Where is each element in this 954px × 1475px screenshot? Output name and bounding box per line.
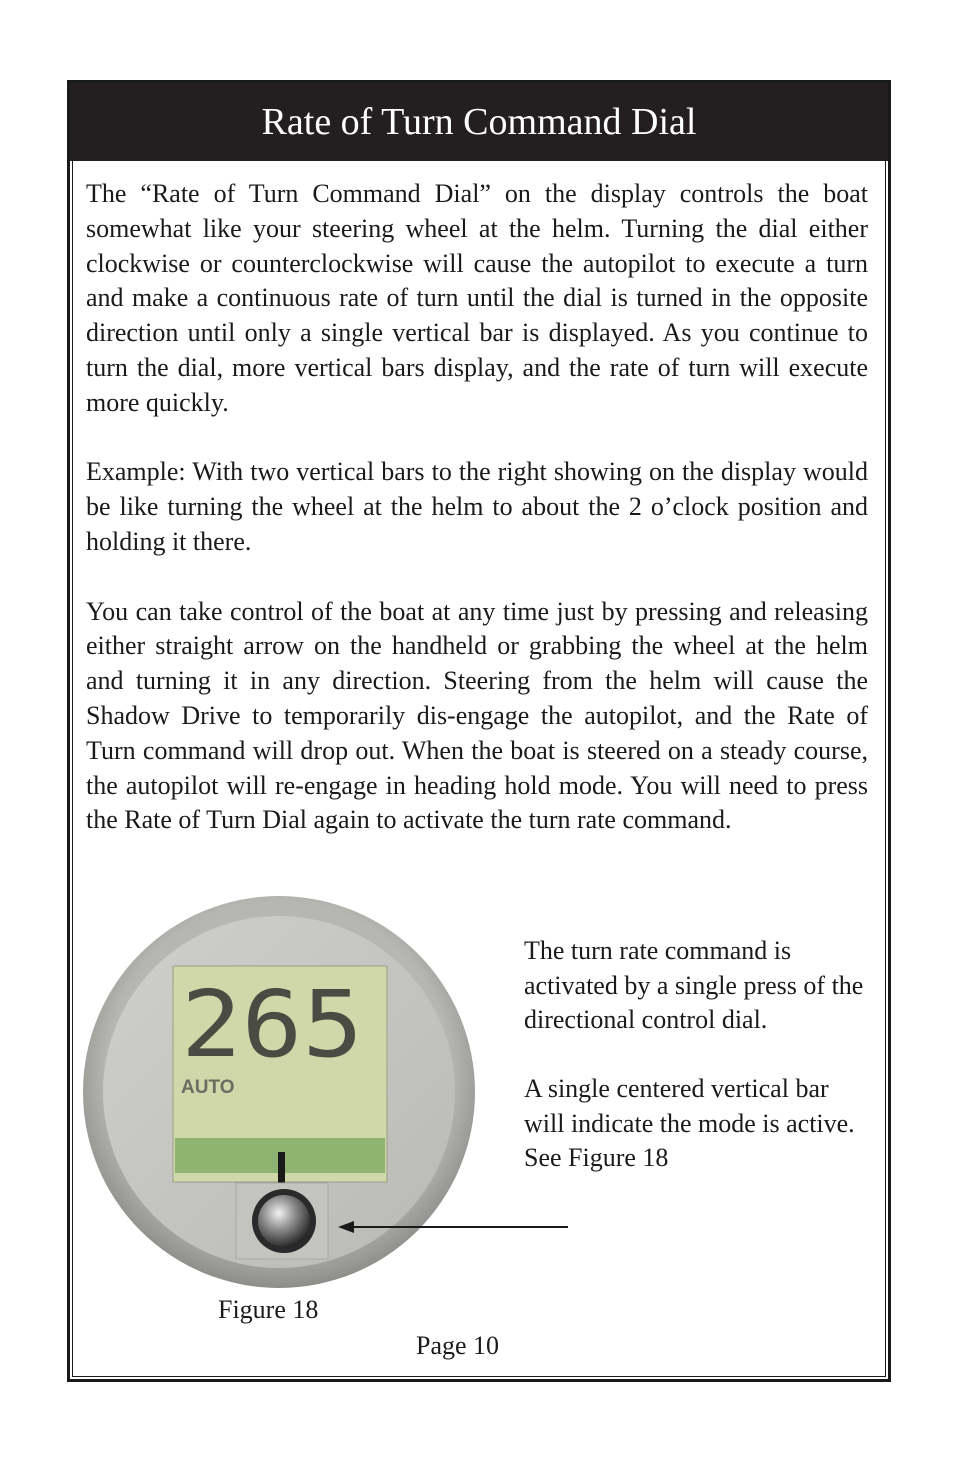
page-title: Rate of Turn Command Dial — [70, 83, 888, 161]
centered-vertical-bar — [278, 1152, 285, 1187]
body-text — [86, 177, 868, 873]
side-note-single-bar: A single centered vertical bar will indicate the mode is active. See Figure 18 — [524, 1074, 855, 1172]
rate-of-turn-dial-knob — [258, 1195, 310, 1247]
paragraph-dial-description: The “Rate of Turn Command Dial” on the display controls the boat somewhat like your steering wheel at the helm. Turning the dial either clockwise or counterclockwise will cause the autopilot to execute a turn and make a continuous rate of turn until the dial is turned in the opposite direction until only a single vertical bar is displayed. As you continue to turn the dial, more vertical bars display, and the rate of turn will execute more quickly. — [86, 179, 868, 417]
paragraph-take-control: You can take control of the boat at any time just by pressing and releasing either straight arrow on the handheld or grabbing the wheel at the helm and turning it in any direction. Steering from the helm will cause the Shadow Drive to temporarily dis-engage the autopilot, and the Rate of Turn command will drop out. When the boat is steered on a steady course, the autopilot will re-engage in heading hold mode. You will need to press the Rate of Turn Dial again to activate the turn rate command. — [86, 596, 868, 835]
page-frame — [67, 80, 891, 1382]
side-note-activation: The turn rate command is activated by a single press of the directional control dial. — [524, 936, 864, 1034]
paragraph-example: Example: With two vertical bars to the right showing on the display would be like turning the wheel at the helm to about the 2 o’clock position and holding it there. — [86, 457, 868, 556]
figure-caption: Figure 18 — [218, 1295, 319, 1324]
mode-label: AUTO — [181, 1077, 235, 1098]
arrow-to-dial-icon — [338, 1217, 570, 1237]
page-number: Page 10 — [416, 1331, 500, 1360]
figure-side-notes — [524, 934, 874, 1210]
heading-readout: 265 — [181, 971, 363, 1078]
